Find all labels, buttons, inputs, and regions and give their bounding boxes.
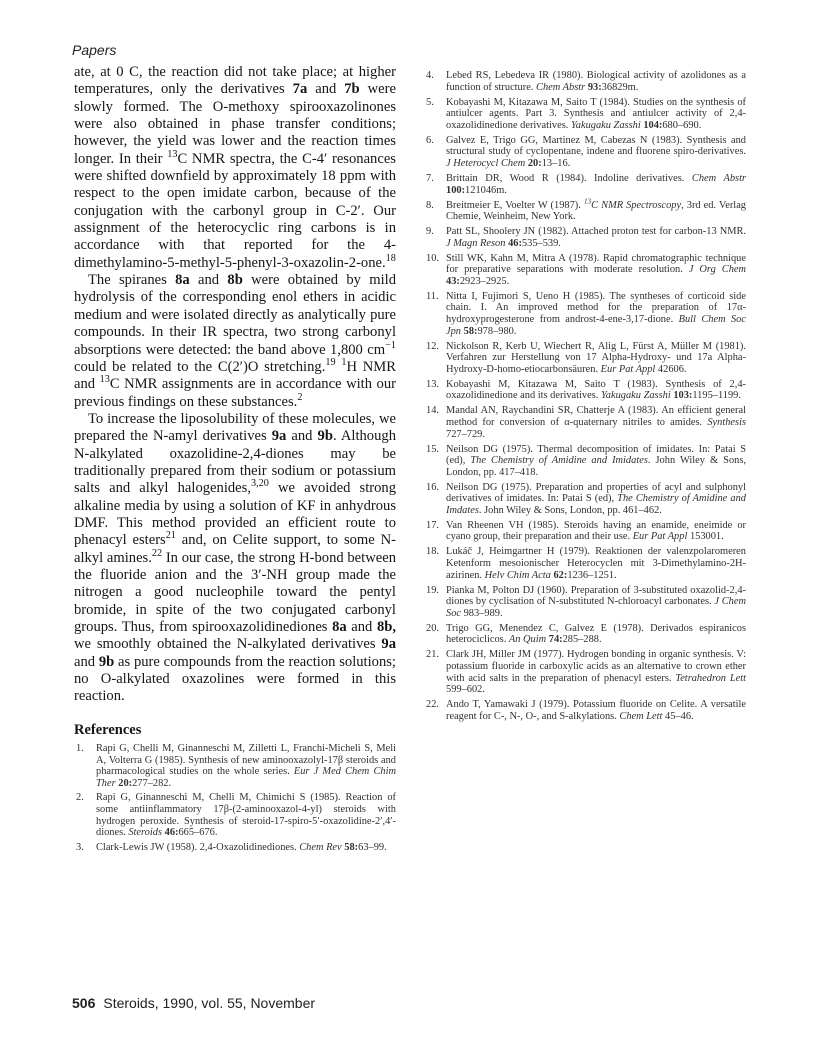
reference-item [74,842,396,854]
reference-text: Ando T, Yamawaki J (1979). Potassium fluoride on Celite. A versatile reagent for C-, N-, O-, and S-alkylations. Chem Lett 45–46. [446,699,746,722]
right-column [422,70,746,726]
reference-number: 11. [426,290,439,302]
reference-item [422,405,746,440]
reference-item [422,623,746,646]
reference-item [422,197,747,223]
reference-item [422,97,746,132]
reference-text: Mandal AN, Raychandini SR, Chatterje A (1983). An efficient general method for conversion of α-quaternary nitriles to amides. Synthesis 727–729. [446,405,746,440]
reference-item [422,70,746,93]
reference-text: Rapi G, Chelli M, Ginanneschi M, Zilletti L, Franchi-Micheli S, Meli A, Volterra G (1985). Synthesis of new aminooxazolyl-17β steroids and pharmacological studies on the whole series. Eur J Med Chem Chim Ther 20:277–282. [96,743,397,789]
reference-text: Kobayashi M, Kitazawa M, Saito T (1984). Studies on the synthesis of antiulcer agents. Part 3. Synthesis and antiulcer activity of 2,4-oxazolidinedione derivatives. Yakugaku Zasshi 104:680–690. [446,96,746,131]
reference-item [74,792,396,838]
reference-item [422,546,746,581]
body-text [74,64,396,706]
reference-text: Rapi G, Ginanneschi M, Chelli M, Chimichi S (1985). Reaction of some antiinflammatory 17β-(2-aminooxazol-4-yl) steroids with hydrogen peroxide. Synthesis of steroid-17-spiro-5′-oxazolidine-2′,4′-diones. Steroids 46:665–676. [96,792,396,839]
body-paragraph: The spiranes 8a and 8b were obtained by mild hydrolysis of the corresponding enol ethers in acidic medium and were isolated directly as analytically pure compounds. In their IR spectra, two strong carbonyl absorptions were detected: the band above 1,800 $cm^{-1}$ could be related to the C(2′)O stretching.$^{19}$ $^1$H NMR and $^{13}$C NMR assignments are in accordance with our previous findings on these substances.$^2$ [74,272,396,410]
reference-item [422,253,746,288]
reference-list-left [74,743,396,853]
reference-number: 15. [426,443,439,455]
reference-item [422,173,746,196]
reference-text: Lukáč J, Heimgartner H (1979). Reaktionen der valenzpolaromeren Ketenform mesoionischer Heterocyclen mit 3-Dimethylamino-2H-azirinen. Helv Chim Acta 62:1236–1251. [446,546,746,581]
reference-item [422,520,746,543]
reference-item [422,585,746,620]
reference-text: Breitmeier E, Voelter W (1987). $^{13}$C NMR Spectroscopy, 3rd ed. Verlag Chemie, Weinheim, New York. [446,197,747,223]
reference-number: 8. [426,199,434,211]
reference-text: Lebed RS, Lebedeva IR (1980). Biological activity of azolidones as a function of structure. Chem Abstr 93:36829m. [446,70,746,93]
reference-text: Brittain DR, Wood R (1984). Indoline derivatives. Chem Abstr 100:121046m. [446,172,747,196]
reference-number: 18. [426,546,439,558]
reference-text: Clark JH, Miller JM (1977). Hydrogen bonding in organic synthesis. V: potassium fluoride in carboxylic acids as an alternative to crown ether with acid salts in the preparation of phenacyl esters. Tetrahedron Lett 599–602. [446,649,746,696]
reference-number: 12. [426,340,439,352]
reference-text: Still WK, Kahn M, Mitra A (1978). Rapid chromatographic technique for preparative separations with moderate resolution. J Org Chem 43:2923–2925. [446,252,746,287]
reference-number: 13. [426,378,439,390]
reference-number: 3. [76,841,84,853]
reference-item [74,743,396,789]
body-paragraph: ate, at 0 C, the reaction did not take place; at higher temperatures, only the derivatives 7a and 7b were slowly formed. The O-methoxy spirooxazolinones were also obtained in phase transfer conditions; however, the yield was lower and the reaction times longer. In their $^{13}$C NMR spectra, the C-4′ resonances were shifted downfield by approximately 18 ppm with respect to the open imidate carbon, because of the conjugation with the carbonyl group in C-2′. Our assignment of the heterocyclic ring carbons is in accordance with that reported for the 4-dimethylamino-5-methyl-5-phenyl-3-oxazolin-2-one.$^{18}$ [74,64,396,271]
reference-number: 22. [426,699,439,711]
reference-item [422,699,746,722]
reference-text: Clark-Lewis JW (1958). 2,4-Oxazolidinediones. Chem Rev 58:63–99. [96,841,387,853]
reference-number: 6. [426,134,434,146]
reference-text: Patt SL, Shoolery JN (1982). Attached proton test for carbon-13 NMR. J Magn Reson 46:535–539. [446,226,746,249]
reference-number: 16. [426,481,439,493]
reference-text: Galvez E, Trigo GG, Martinez M, Cabezas N (1983). Synthesis and structural study of cyclopentane, indene and fluorene spiro-derivatives. J Heterocycl Chem 20:13–16. [446,134,746,169]
journal-citation: Steroids, 1990, vol. 55, November [103,995,316,1011]
reference-number: 10. [426,252,439,264]
reference-item [422,379,746,402]
reference-text: Nitta I, Fujimori S, Ueno H (1985). The syntheses of corticoid side chain. I. An improved method for the preparation of 17α-hydroxyprogesterone from androst-4-ene-3,17-dione. Bull Chem Soc Jpn 58:978–980. [446,290,746,337]
section-label: Papers [72,42,117,58]
reference-number: 7. [426,172,434,184]
reference-number: 21. [426,649,439,661]
references-heading: References [74,721,142,738]
reference-item [422,482,746,517]
reference-item [422,341,746,376]
reference-number: 20. [426,622,439,634]
left-column [74,64,396,856]
reference-text: Pianka M, Polton DJ (1960). Preparation of 3-substituted oxazolid-2,4-diones by cyclisation of N-substituted N-chloroacyl carbonates. J Chem Soc 983–989. [446,584,746,619]
reference-number: 2. [76,792,84,804]
page-number: 506 [72,995,96,1011]
reference-list-right [422,70,746,722]
reference-text: Van Rheenen VH (1985). Steroids having an enamide, eneimide or cyano group, their preparation and their use. Eur Pat Appl 153001. [446,519,746,543]
reference-item [422,135,746,170]
page-footer [72,995,315,1011]
body-paragraph: To increase the liposolubility of these molecules, we prepared the N-amyl derivatives 9a and 9b. Although N-alkylated oxazolidine-2,4-diones may be traditionally prepared from their sodium or potassium salts and alkyl halogenides,$^{3,20}$ we avoided strong alkaline media by using a solution of KF in anhydrous DMF. This method provided an efficient route to phenacyl esters$^{21}$ and, on Celite support, to some N-alkyl amines.$^{22}$ In our case, the strong H-bond between the fluoride anion and the 3′-NH group made the nitrogen a good nucleophile toward the pentyl bromide, in spite of the two conjugated carbonyl groups. Thus, from spirooxazolidinediones 8a and 8b, we smoothly obtained the N-alkylated derivatives 9a and 9b as pure compounds from the reaction solutions; no O-alkylated oxazolines were formed in this reaction. [74,410,396,705]
reference-text: Neilson DG (1975). Preparation and properties of acyl and sulphonyl derivatives of imidates. In: Patai S (ed), The Chemistry of Amidine and Imdates. John Wiley & Sons, London, pp. 461–462. [446,481,746,516]
reference-text: Kobayashi M, Kitazawa M, Saito T (1983). Synthesis of 2,4-oxazolidinedione and its derivatives. Yakugaku Zasshi 103:1195–1199. [446,378,746,402]
reference-number: 14. [426,405,439,417]
reference-number: 19. [426,584,439,596]
reference-item [422,291,746,337]
reference-number: 5. [426,96,434,108]
reference-item [422,649,746,695]
reference-number: 1. [76,743,84,755]
reference-number: 9. [426,226,434,238]
reference-item [422,444,746,479]
reference-number: 4. [426,70,434,81]
reference-text: Nickolson R, Kerb U, Wiechert R, Alig L, Fürst A, Müller M (1981). Verfahren zur Herstellung von 17 Alpha-Hydroxy- und 17a Alpha-Hydroxy-D-homo-etiocarbonsäuren. Eur Pat Appl 42606. [446,340,746,375]
reference-number: 17. [426,519,439,531]
reference-item [422,226,746,249]
reference-text: Trigo GG, Menendez C, Galvez E (1978). Derivados espiranicos heterociclicos. An Quim 74:285–288. [446,622,746,646]
reference-text: Neilson DG (1975). Thermal decomposition of imidates. In: Patai S (ed), The Chemistry of Amidine and Imidates. John Wiley & Sons, London, pp. 417–418. [446,443,746,478]
